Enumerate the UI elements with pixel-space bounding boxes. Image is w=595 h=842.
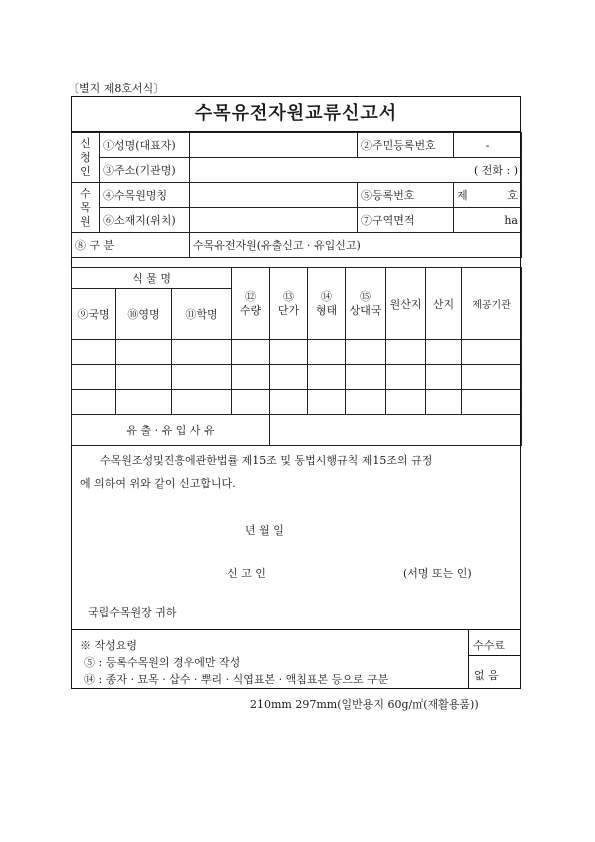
table-row: [72, 390, 522, 415]
table-row: [72, 365, 522, 390]
location-label: ⑥소재지(위치): [100, 208, 190, 233]
rrn-label: ②주민등록번호: [358, 133, 454, 158]
fee-label: 수수료: [473, 639, 505, 652]
area-unit: ha: [504, 213, 518, 227]
col-source: 산지: [426, 268, 462, 340]
address-field[interactable]: [190, 158, 522, 183]
category-label: ⑧ 구 분: [72, 233, 190, 258]
area-label: ⑦구역면적: [358, 208, 454, 233]
recipient-line: 국립수목원장 귀하: [88, 606, 177, 619]
col-origin: 원산지: [386, 268, 426, 340]
reporter-label: 신 고 인: [227, 567, 266, 580]
notes-divider: [71, 629, 521, 630]
statement-line1: 수목원조성및진흥에관한법률 제15조 및 동법시행규칙 제15조의 규정: [100, 454, 433, 467]
reg-number-label: ⑤등록번호: [358, 183, 454, 208]
phone-label: ( 전화 : ): [473, 164, 518, 177]
paper-spec-note: 210mm 297mm(일반용지 60g/㎡(재활용품)): [250, 698, 479, 711]
col-counterpart-country: ⑮ 상대국: [346, 268, 386, 340]
notes-title: ※ 작성요령: [80, 639, 138, 652]
signature-label: (서명 또는 인): [403, 567, 472, 580]
date-line: 년 월 일: [245, 524, 284, 537]
arboretum-side-label: 수 목 원: [72, 183, 100, 233]
fee-divider: [468, 629, 469, 688]
rrn-field[interactable]: -: [454, 133, 522, 158]
items-table: [71, 267, 522, 446]
plant-name-header: 식 물 명: [72, 268, 232, 289]
arboretum-name-field[interactable]: [190, 183, 358, 208]
reg-suffix: 호: [507, 189, 518, 202]
name-label: ①성명(대표자): [100, 133, 190, 158]
col-korean-name: ⑨국명: [72, 289, 116, 340]
name-field[interactable]: [190, 133, 358, 158]
fee-inner-divider: [468, 655, 520, 656]
reason-field[interactable]: [270, 415, 522, 446]
form-number-label: 〔별지 제8호서식〕: [68, 82, 165, 95]
reg-prefix: 제: [457, 189, 468, 202]
reason-label: 유 출 · 유 입 사 유: [72, 415, 270, 446]
category-value[interactable]: 수목유전자원(유출신고 · 유입신고): [190, 233, 522, 258]
col-provider: 제공기관: [462, 268, 522, 340]
location-field[interactable]: [190, 208, 358, 233]
col-quantity: ⑫ 수량: [232, 268, 270, 340]
col-english-name: ⑩영명: [116, 289, 172, 340]
notes-item-1: ⑤ : 등록수목원의 경우에만 작성: [84, 656, 241, 669]
arboretum-name-label: ④수목원명칭: [100, 183, 190, 208]
applicant-side-label: 신 청 인: [72, 133, 100, 183]
area-field[interactable]: [454, 208, 522, 233]
col-unit-price: ⑬ 단가: [270, 268, 308, 340]
notes-item-2: ⑭ : 종자 · 묘목 · 삽수 · 뿌리 · 식엽표본 · 액침표본 등으로 구분: [84, 673, 389, 686]
applicant-table: [71, 132, 522, 258]
col-scientific-name: ⑪학명: [172, 289, 232, 340]
reg-number-field[interactable]: [454, 183, 522, 208]
address-label: ③주소(기관명): [100, 158, 190, 183]
statement-line2: 에 의하여 위와 같이 신고합니다.: [80, 477, 236, 490]
table-row: [72, 340, 522, 365]
form-title: 수목유전자원교류신고서: [71, 96, 521, 132]
fee-value: 없 음: [474, 669, 499, 682]
col-form: ⑭ 형태: [308, 268, 346, 340]
